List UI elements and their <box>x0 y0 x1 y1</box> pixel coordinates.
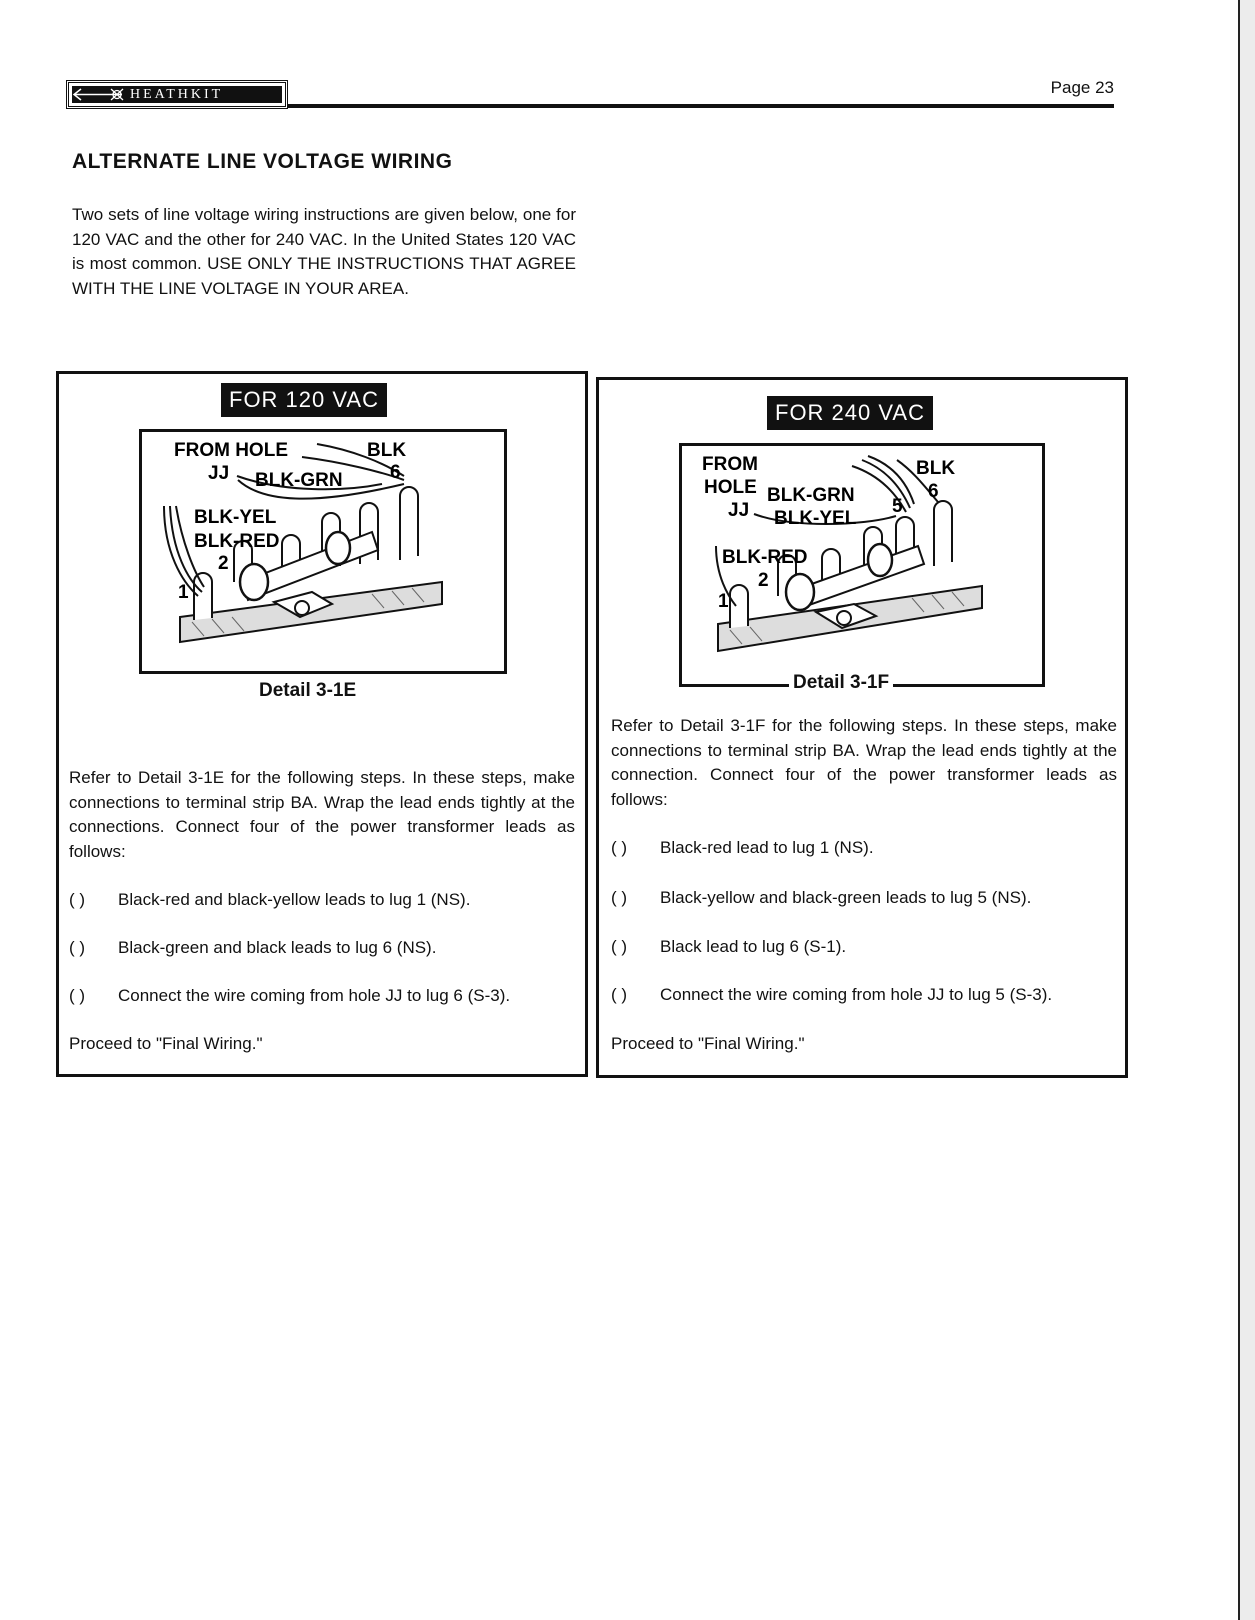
checkbox[interactable]: ( ) <box>611 888 628 907</box>
label-lug-1: 1 <box>178 582 189 603</box>
label-blk-red: BLK-RED <box>722 547 808 568</box>
label-hole: HOLE <box>704 477 757 498</box>
proceed-240vac: Proceed to "Final Wiring." <box>611 1034 805 1053</box>
panel-120vac <box>56 371 588 1077</box>
page-edge <box>1238 0 1255 1620</box>
page-number: Page 23 <box>1050 78 1114 97</box>
page-header <box>66 80 1114 116</box>
step-text: Black lead to lug 6 (S-1). <box>660 937 847 956</box>
panel-240vac <box>596 377 1128 1078</box>
caption-3-1f-text: Detail 3-1F <box>789 672 893 693</box>
label-jj: JJ <box>728 500 750 521</box>
checkbox[interactable]: ( ) <box>69 938 86 957</box>
step-text: Black-red and black-yellow leads to lug 1 (NS). <box>118 890 471 909</box>
step-240-4[interactable] <box>611 985 1052 1005</box>
step-text: Connect the wire coming from hole JJ to lug 5 (S-3). <box>660 985 1053 1004</box>
label-lug-2: 2 <box>218 553 229 574</box>
step-120-3[interactable] <box>69 986 510 1006</box>
step-240-3[interactable] <box>611 937 846 957</box>
label-blk-red: BLK-RED <box>194 531 280 552</box>
caption-3-1f <box>789 672 893 694</box>
heathkit-logo <box>66 80 288 109</box>
instructions-120vac: Refer to Detail 3-1E for the following steps. In these steps, make connections to terminal strip BA. Wrap the lead ends tightly at the connections. Connect four of the power transformer leads as follows: <box>69 768 575 861</box>
step-240-1[interactable] <box>611 838 874 858</box>
instructions-240vac: Refer to Detail 3-1F for the following steps. In these steps, make connections to terminal strip BA. Wrap the lead ends tightly at the connection. Connect four of the power transformer leads as follows: <box>611 716 1117 809</box>
checkbox[interactable]: ( ) <box>69 986 86 1005</box>
header-rule <box>288 104 1114 108</box>
label-blk-yel: BLK-YEL <box>774 508 857 529</box>
step-text: Black-red lead to lug 1 (NS). <box>660 838 874 857</box>
checkbox[interactable]: ( ) <box>611 985 628 1004</box>
intro-paragraph: Two sets of line voltage wiring instructions are given below, one for 120 VAC and the other for 240 VAC. In the United States 120 VAC is most common. USE ONLY THE INSTRUCTIONS THAT AGREE WITH THE LINE VOLTAGE IN YOUR AREA. <box>72 205 576 298</box>
tag-120vac: FOR 120 VAC <box>221 383 387 417</box>
heathkit-arrow-icon <box>72 86 130 103</box>
label-blk: BLK <box>916 458 956 479</box>
checkbox[interactable]: ( ) <box>611 838 628 857</box>
step-120-1[interactable] <box>69 890 470 910</box>
step-text: Black-yellow and black-green leads to lug 5 (NS). <box>660 888 1032 907</box>
label-lug-1: 1 <box>718 591 729 612</box>
label-from-hole: FROM HOLE <box>174 440 288 461</box>
diagram-3-1f <box>679 443 1045 687</box>
logo-text: HEATHKIT <box>130 86 224 102</box>
caption-3-1e: Detail 3-1E <box>259 680 357 701</box>
checkbox[interactable]: ( ) <box>69 890 86 909</box>
checkbox[interactable]: ( ) <box>611 937 628 956</box>
label-lug-5: 5 <box>892 496 903 517</box>
step-text: Connect the wire coming from hole JJ to lug 6 (S-3). <box>118 986 511 1005</box>
step-240-2[interactable] <box>611 888 1031 908</box>
label-blk-grn: BLK-GRN <box>255 470 343 491</box>
step-text: Black-green and black leads to lug 6 (NS). <box>118 938 437 957</box>
label-lug-6: 6 <box>928 481 939 502</box>
label-blk-grn: BLK-GRN <box>767 485 855 506</box>
tag-240vac: FOR 240 VAC <box>767 396 933 430</box>
label-blk: BLK <box>367 440 407 461</box>
label-jj: JJ <box>208 463 230 484</box>
label-lug-2: 2 <box>758 570 769 591</box>
label-blk-yel: BLK-YEL <box>194 507 277 528</box>
diagram-3-1e <box>139 429 507 674</box>
label-from: FROM <box>702 454 758 475</box>
section-title: ALTERNATE LINE VOLTAGE WIRING <box>72 150 453 173</box>
proceed-120vac: Proceed to "Final Wiring." <box>69 1034 263 1053</box>
label-lug-6: 6 <box>390 462 401 483</box>
step-120-2[interactable] <box>69 938 436 958</box>
